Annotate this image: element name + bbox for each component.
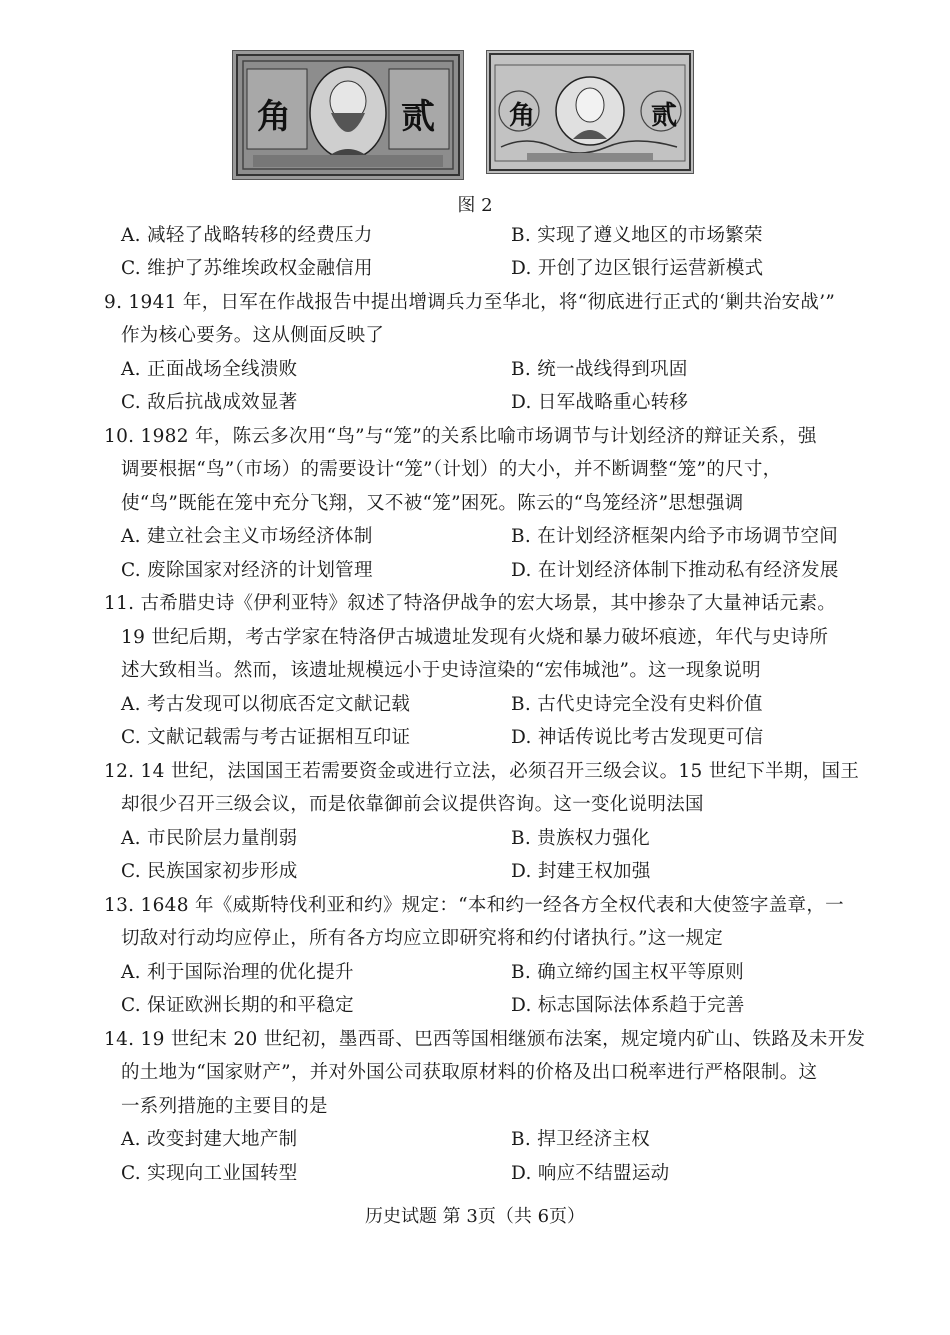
q12-option-b: B. 贵族权力强化 xyxy=(511,828,651,849)
q14-option-d: D. 响应不结盟运动 xyxy=(511,1163,670,1184)
banknote-portrait xyxy=(486,50,694,174)
banknote-lenin-char-left: 角 xyxy=(257,97,291,137)
q9-option-a: A. 正面战场全线溃败 xyxy=(121,359,298,380)
q8-option-b: B. 实现了遵义地区的市场繁荣 xyxy=(511,225,763,246)
q10-stem-line-2: 调要根据“鸟”（市场）的需要设计“笼”（计划）的大小，并不断调整“笼”的尺寸， xyxy=(121,459,782,480)
q10-option-d: D. 在计划经济体制下推动私有经济发展 xyxy=(511,560,839,581)
q13-option-d: D. 标志国际法体系趋于完善 xyxy=(511,995,745,1016)
q14-option-c: C. 实现向工业国转型 xyxy=(121,1163,298,1184)
banknote-portrait-char-left: 角 xyxy=(509,101,536,131)
q13-stem-line-1: 13. 1648 年《威斯特伐利亚和约》规定：“本和约一经各方全权代表和大使签字盖章，一 xyxy=(104,895,844,916)
q12-option-c: C. 民族国家初步形成 xyxy=(121,861,298,882)
q9-stem-line-2: 作为核心要务。这从侧面反映了 xyxy=(121,325,385,346)
q11-stem-line-2: 19 世纪后期，考古学家在特洛伊古城遗址发现有火烧和暴力破坏痕迹，年代与史诗所 xyxy=(121,627,829,648)
q10-stem-line-1: 10. 1982 年，陈云多次用“鸟”与“笼”的关系比喻市场调节与计划经济的辩证关系，强 xyxy=(104,426,817,447)
figure-2-banknotes xyxy=(232,50,692,180)
q13-stem-line-2: 切敌对行动均应停止，所有各方均应立即研究将和约付诸执行。”这一规定 xyxy=(121,928,724,949)
q8-option-a: A. 减轻了战略转移的经费压力 xyxy=(121,225,373,246)
q13-option-c: C. 保证欧洲长期的和平稳定 xyxy=(121,995,354,1016)
q14-stem-line-2: 的土地为“国家财产”，并对外国公司获取原材料的价格及出口税率进行严格限制。这 xyxy=(121,1062,818,1083)
q13-option-b: B. 确立缔约国主权平等原则 xyxy=(511,962,745,983)
banknote-portrait-char-right: 贰 xyxy=(651,101,678,131)
q12-stem-line-2: 却很少召开三级会议，而是依靠御前会议提供咨询。这一变化说明法国 xyxy=(121,794,704,815)
q9-stem-line-1: 9. 1941 年，日军在作战报告中提出增调兵力至华北，将“彻底进行正式的‘剿共治安战’” xyxy=(104,292,836,313)
q10-stem-line-3: 使“鸟”既能在笼中充分飞翔，又不被“笼”困死。陈云的“鸟笼经济”思想强调 xyxy=(121,493,744,514)
q8-option-d: D. 开创了边区银行运营新模式 xyxy=(511,258,764,279)
page-footer: 历史试题 第 3页（共 6页） xyxy=(364,1206,586,1227)
q11-option-c: C. 文献记载需与考古证据相互印证 xyxy=(121,727,411,748)
q14-option-a: A. 改变封建大地产制 xyxy=(121,1129,298,1150)
q12-stem-line-1: 12. 14 世纪，法国国王若需要资金或进行立法，必须召开三级会议。15 世纪下半期，国王 xyxy=(104,761,860,782)
q12-option-d: D. 封建王权加强 xyxy=(511,861,651,882)
q11-option-d: D. 神话传说比考古发现更可信 xyxy=(511,727,764,748)
q10-option-b: B. 在计划经济框架内给予市场调节空间 xyxy=(511,526,839,547)
q10-option-c: C. 废除国家对经济的计划管理 xyxy=(121,560,373,581)
q12-option-a: A. 市民阶层力量削弱 xyxy=(121,828,298,849)
q8-option-c: C. 维护了苏维埃政权金融信用 xyxy=(121,258,373,279)
q14-stem-line-3: 一系列措施的主要目的是 xyxy=(121,1096,328,1117)
q11-stem-line-1: 11. 古希腊史诗《伊利亚特》叙述了特洛伊战争的宏大场景，其中掺杂了大量神话元素。 xyxy=(104,593,837,614)
figure-caption: 图 2 xyxy=(457,195,493,216)
q11-option-b: B. 古代史诗完全没有史料价值 xyxy=(511,694,763,715)
banknote-lenin xyxy=(232,50,464,180)
q10-option-a: A. 建立社会主义市场经济体制 xyxy=(121,526,373,547)
q9-option-d: D. 日军战略重心转移 xyxy=(511,392,689,413)
q9-option-b: B. 统一战线得到巩固 xyxy=(511,359,688,380)
q14-option-b: B. 捍卫经济主权 xyxy=(511,1129,651,1150)
q13-option-a: A. 利于国际治理的优化提升 xyxy=(121,962,354,983)
q11-option-a: A. 考古发现可以彻底否定文献记载 xyxy=(121,694,411,715)
banknote-lenin-char-right: 贰 xyxy=(401,97,435,137)
q11-stem-line-3: 述大致相当。然而，该遗址规模远小于史诗渲染的“宏伟城池”。这一现象说明 xyxy=(121,660,761,681)
q9-option-c: C. 敌后抗战成效显著 xyxy=(121,392,298,413)
q14-stem-line-1: 14. 19 世纪末 20 世纪初，墨西哥、巴西等国相继颁布法案，规定境内矿山、铁路及未开发 xyxy=(104,1029,866,1050)
